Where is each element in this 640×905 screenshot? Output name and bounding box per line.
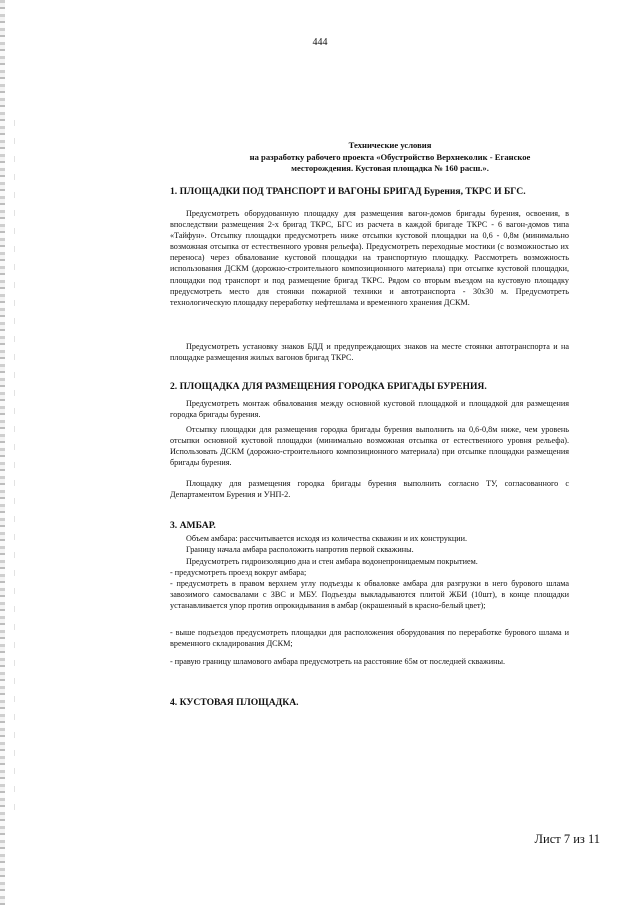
title-line-1: Технические условия bbox=[348, 140, 432, 150]
section-1-heading: 1. ПЛОЩАДКИ ПОД ТРАНСПОРТ И ВАГОНЫ БРИГАД Бурения, ТКРС И БГС. bbox=[170, 186, 526, 197]
section-3-list-item-1: - предусмотреть проезд вокруг амбара; bbox=[170, 568, 307, 577]
title-line-3: месторождения. Кустовая площадка № 160 расш.». bbox=[291, 163, 489, 174]
section-3-list-item-3: - выше подъездов предусмотреть площадки для расположения оборудования по переработке бурового шлама и временного складирования ДСКМ; bbox=[170, 628, 569, 649]
section-2-paragraph-1: Предусмотреть монтаж обвалования между основной кустовой площадкой и площадкой для размещения городка бригады бурения. bbox=[170, 399, 569, 420]
section-1-paragraph-1: Предусмотреть оборудованную площадку для размещения вагон-домов бригады бурения, освоения, в впоследствии размещения 2-х бригад ТКРС, БГС из расчета в каждой бригаде ТКРС - 6 вагон-домов типа «Тайфун». Отсыпку площадки предусмотреть ниже отсыпки кустовой площадки на 0,6 - 0,8м (минимально возможная отсыпка от естественного уровня рельефа). Предусмотреть переходные мостики (с возможностью их переноса) через обвалование кустовой площадки на транспортную площадку. Рассмотреть возможность использования ДСКМ (дорожно-строительного композиционного материала) при отсыпке кустовой площадки, площадки под транспорт и под размещение бригад ТКРС. Рядом со вторым въездом на кустовую площадку предусмотреть место для стоянки пожарной техники и автотранспорта - 30х30 м. Предусмотреть технологическую площадку переработку нефтешлама и временного хранения ДСКМ. bbox=[170, 209, 569, 307]
section-1-paragraph-2: Предусмотреть установку знаков БДД и предупреждающих знаков на месте стоянки автотранспорта и на площадке размещения жилых вагонов бригад ТКРС. bbox=[170, 342, 569, 363]
section-3-line-1: Объем амбара: рассчитывается исходя из количества скважин и их конструкции. bbox=[186, 534, 468, 543]
document-title bbox=[200, 140, 580, 175]
section-3-line-2: Границу начала амбара расположить напротив первой скважины. bbox=[186, 545, 414, 554]
sheet-number: Лист 7 из 11 bbox=[534, 832, 600, 846]
scan-artifact-line bbox=[14, 120, 15, 820]
title-line-2: на разработку рабочего проекта «Обустройство Верхнеколик - Еганское bbox=[249, 151, 531, 162]
section-2-heading: 2. ПЛОЩАДКА ДЛЯ РАЗМЕЩЕНИЯ ГОРОДКА БРИГАДЫ БУРЕНИЯ. bbox=[170, 381, 487, 392]
section-4-heading: 4. КУСТОВАЯ ПЛОЩАДКА. bbox=[170, 697, 299, 708]
page-number: 444 bbox=[312, 37, 328, 48]
section-3-list-item-2: - предусмотреть в правом верхнем углу подъезды к обваловке амбара для разгрузки в него бурового шлама завозимого самосвалами с ЗВС и МБУ. Подъезды выкладываются плитой ЖБИ (10шт), в конце площадки устанавливается упор против опрокидывания в амбар (окрашенный в красно-белый цвет); bbox=[170, 579, 569, 611]
scan-binding-edge bbox=[0, 0, 5, 905]
section-3-list-item-4: - правую границу шламового амбара предусмотреть на расстояние 65м от последней скважины. bbox=[170, 657, 506, 666]
section-2-paragraph-3: Площадку для размещения городка бригады бурения выполнить согласно ТУ, согласованного с Департаментом Бурения и УНП-2. bbox=[170, 479, 569, 500]
section-3-heading: 3. АМБАР. bbox=[170, 520, 216, 531]
section-2-paragraph-2: Отсыпку площадки для размещения городка бригады бурения выполнить на 0,6-0,8м ниже, чем уровень отсыпки основной кустовой площадки (минимально возможная отсыпка от естественного уровня рельефа). Использовать ДСКМ (дорожно-строительного композиционного материала) при отсыпке площадки размещения бригады бурения. bbox=[170, 425, 569, 468]
section-3-line-3: Предусмотреть гидроизоляцию дна и стен амбара водонепроницаемым покрытием. bbox=[186, 557, 478, 566]
